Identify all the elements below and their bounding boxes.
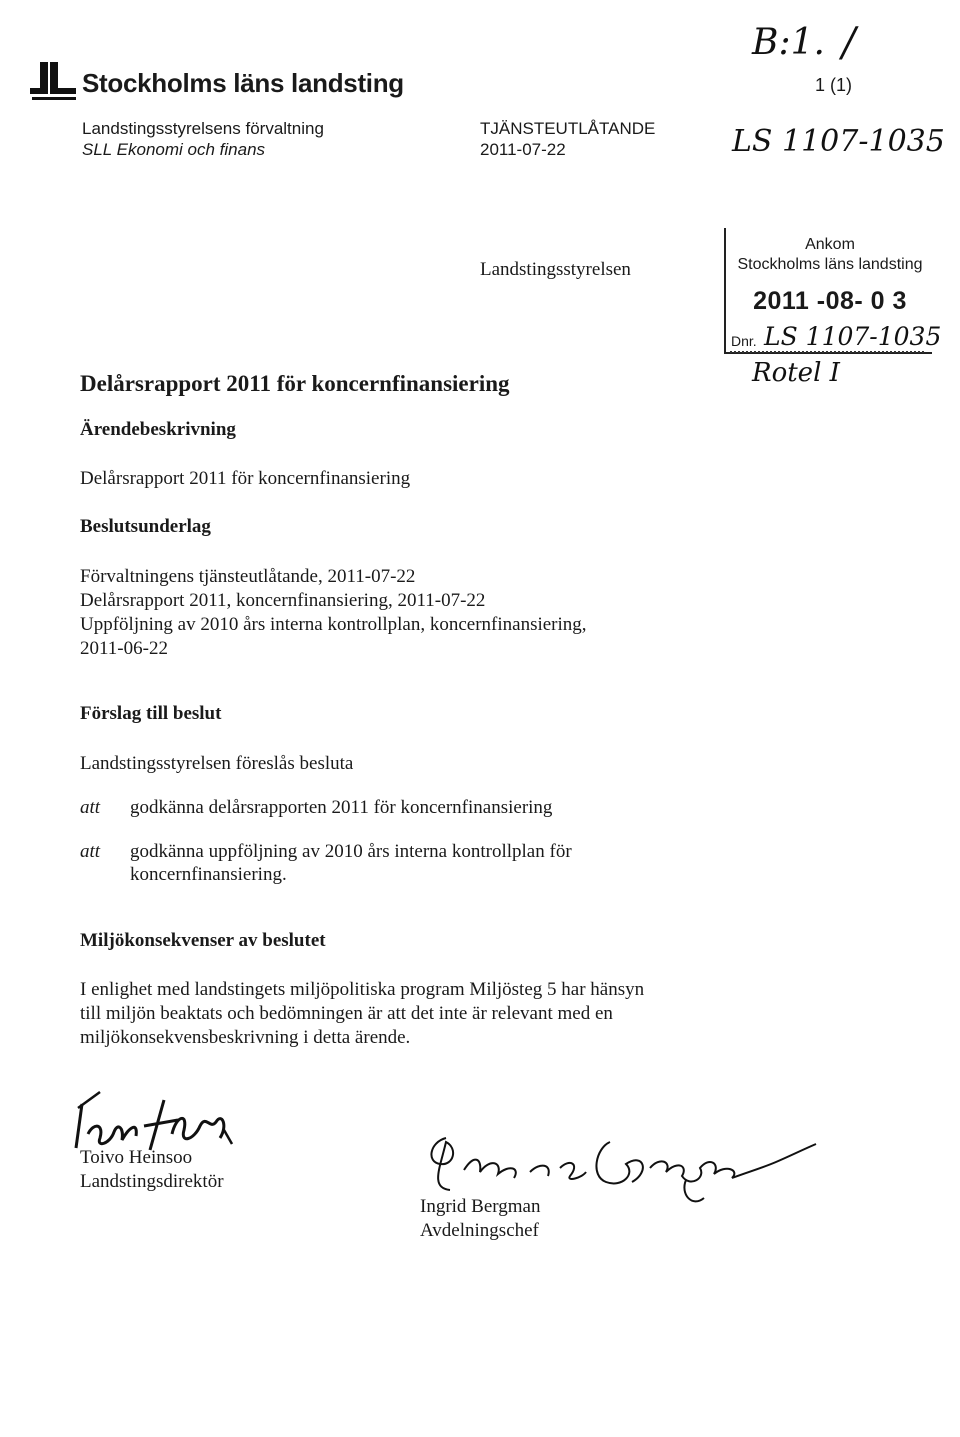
dept-line2: SLL Ekonomi och finans [82, 140, 266, 159]
miljo-line: miljökonsekvensbeskrivning i detta ärende. [80, 1027, 411, 1048]
handwritten-ref: LS 1107-1035 [732, 124, 945, 159]
signatory-1-title: Landstingsdirektör [80, 1171, 224, 1192]
stamp-dnr-value: LS 1107-1035 [764, 322, 942, 351]
forslag-heading: Förslag till beslut [80, 703, 222, 724]
stamp-line2: Stockholms läns landsting [737, 256, 923, 273]
doc-date: 2011-07-22 [480, 140, 566, 159]
signatory-2-title: Avdelningschef [420, 1220, 539, 1241]
stamp-date: 2011 -08- 0 3 [753, 287, 907, 315]
forslag-intro: Landstingsstyrelsen föreslås besluta [80, 753, 354, 774]
stamp-dnr-line [730, 351, 924, 353]
att-item-2-line2: koncernfinansiering. [130, 864, 287, 885]
sll-logo-icon [30, 62, 78, 102]
handwritten-slash: / [842, 20, 856, 66]
underlag-item: Uppföljning av 2010 års interna kontrollplan, koncernfinansiering, [80, 614, 587, 635]
miljo-line: I enlighet med landstingets miljöpolitiska program Miljösteg 5 har hänsyn [80, 979, 645, 1000]
att-item-2-line1: godkänna uppföljning av 2010 års interna kontrollplan för [130, 841, 572, 862]
miljo-line: till miljön beaktats och bedömningen är att det inte är relevant med en [80, 1003, 613, 1024]
stamp-line1: Ankom [805, 236, 855, 253]
handwritten-mark: B:1. [752, 22, 825, 63]
document-title: Delårsrapport 2011 för koncernfinansiering [80, 371, 510, 396]
att-item-1: godkänna delårsrapporten 2011 för koncernfinansiering [130, 797, 553, 818]
dept-line1: Landstingsstyrelsens förvaltning [82, 119, 324, 138]
att-label: att [80, 841, 101, 862]
signatory-2-name: Ingrid Bergman [420, 1196, 541, 1217]
stamp-dnr-label: Dnr. [731, 333, 757, 349]
doc-type: TJÄNSTEUTLÅTANDE [480, 119, 656, 138]
arende-heading: Ärendebeskrivning [80, 419, 236, 440]
underlag-item: 2011-06-22 [80, 638, 168, 659]
underlag-item: Förvaltningens tjänsteutlåtande, 2011-07-22 [80, 566, 416, 587]
arende-text: Delårsrapport 2011 för koncernfinansiering [80, 468, 411, 489]
signatory-1-name: Toivo Heinsoo [80, 1147, 193, 1168]
underlag-heading: Beslutsunderlag [80, 516, 211, 537]
stamp-rotel: Rotel I [752, 358, 840, 388]
att-label: att [80, 797, 101, 818]
miljo-heading: Miljökonsekvenser av beslutet [80, 930, 326, 951]
underlag-item: Delårsrapport 2011, koncernfinansiering, 2011-07-22 [80, 590, 486, 611]
page-number: 1 (1) [815, 75, 853, 95]
recipient: Landstingsstyrelsen [480, 259, 631, 280]
org-name: Stockholms läns landsting [82, 68, 404, 98]
